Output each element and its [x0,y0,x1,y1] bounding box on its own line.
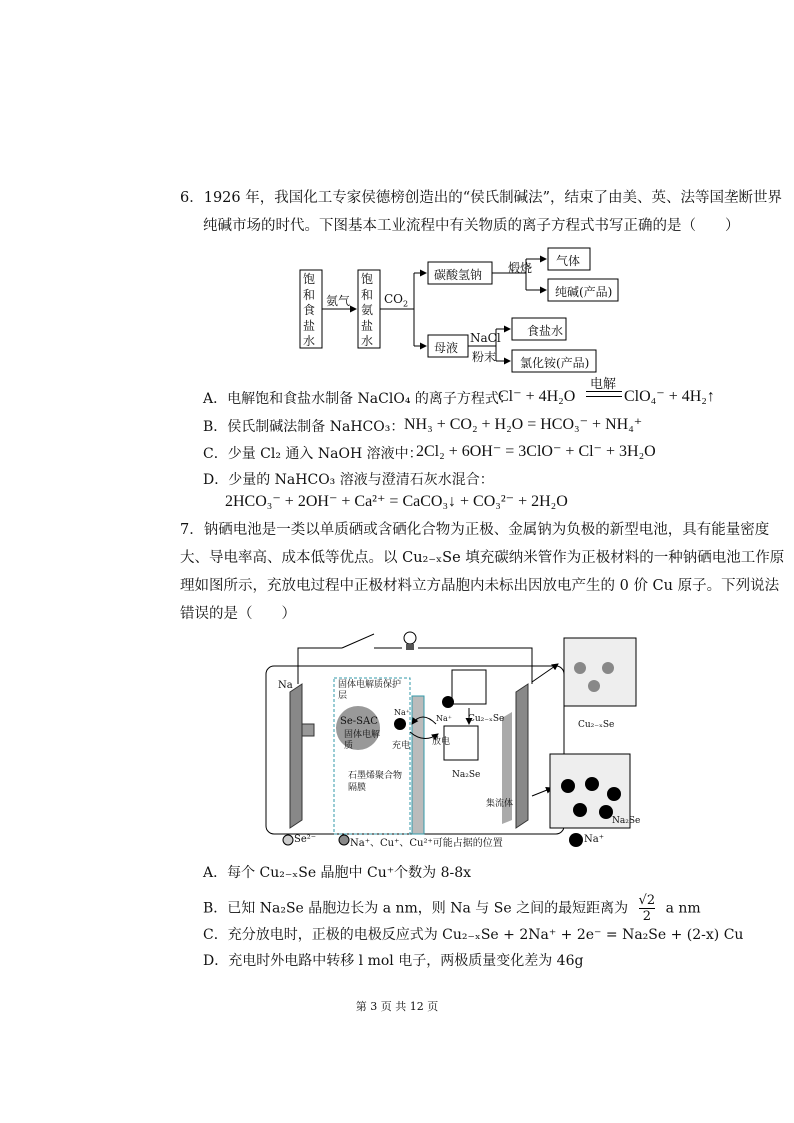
q7-option-b-denominator: 2 [642,909,651,924]
q7-option-a: A．每个 Cu₂₋ₓSe 晶胞中 Cu⁺个数为 8-8x [203,865,472,881]
q7-option-d: D．充电时外电路中转移 l mol 电子，两极质量变化差为 46g [203,953,584,969]
q6-option-a: A．电解饱和食盐水制备 NaClO₄ 的离子方程式： [203,391,513,407]
q7-option-b [203,893,701,924]
legend-se: Se²⁻ [294,834,317,845]
flow-label-nacl: NaCl [470,331,501,345]
diagram-na2se-big: Na₂Se [612,816,641,826]
q6-option-d: D．少量的 NaHCO₃ 溶液与澄清石灰水混合： [203,472,494,488]
diagram-discharge: 放电 [432,737,451,747]
diagram-cu2xse-small: Cu₂₋ₓSe [468,714,505,724]
q6-option-c-eq: 2Cl₂ + 6OH⁻ = 3ClO⁻ + Cl⁻ + 3H₂O [416,443,656,460]
diagram-charge: 充电 [392,741,411,751]
bulb-icon [404,632,416,644]
page-footer: 第 3 页 共 12 页 [355,1000,439,1013]
q6-option-a-eq-sign [586,391,622,397]
q7-stem-line1: 7．钠硒电池是一类以单质硒或含硒化合物为正极、金属钠为负极的新型电池，具有能量密度 [180,522,770,538]
diagram-na-plus-1: Na⁺ [394,708,410,717]
q6-option-a-eq-right: ClO₄⁻ + 4H₂↑ [624,388,715,405]
diagram-cu2xse-big: Cu₂₋ₓSe [578,720,615,730]
flow-box-brine: 食盐水 [527,324,564,338]
q7-stem-line3: 理如图所示，充放电过程中正极材料立方晶胞内未标出因放电产生的 0 价 Cu 原子。下列说法 [180,578,780,594]
q6-option-c: C．少量 Cl₂ 通入 NaOH 溶液中： [203,446,423,462]
q6-option-a-eq-condition: 电解 [590,377,617,392]
flow-label-calcine: 煅烧 [508,261,533,275]
flow-box-gas: 气体 [556,254,581,268]
q7-battery-diagram [262,624,652,852]
flow-box-saturated-brine: 饱和食盐水 [303,272,316,348]
q7-option-b-fraction [639,893,656,924]
flow-box-soda: 纯碱(产品) [555,285,613,299]
diagram-na-label: Na [278,680,293,691]
diagram-sesac: Se-SAC [340,716,378,727]
q7-option-b-numerator: √2 [638,893,656,908]
flow-box-ammoniated-brine: 饱和氨盐水 [361,272,374,348]
q7-stem-line4: 错误的是（ ） [180,606,296,622]
q7-option-c: C．充分放电时，正极的电极反应式为 Cu₂₋ₓSe + 2Na⁺ + 2e⁻ = Na₂Se + (2-x) Cu [203,927,744,943]
q6-option-a-eq-left: Cl⁻ + 4H₂O [498,388,576,405]
diagram-na2se-small: Na₂Se [452,770,481,780]
flow-box-mother-liquor: 母液 [434,341,459,355]
flow-box-nh4cl: 氯化铵(产品) [520,356,590,370]
q6-stem-line1: 6．1926 年，我国化工专家侯德榜创造出的“侯氏制碱法”，结束了由美、英、法等国垄断世界 [180,190,783,206]
diagram-collector: 集流体 [486,799,514,809]
diagram-graphene: 石墨烯聚合物隔膜 [348,771,403,793]
q7-option-b-unit: a nm [665,900,701,917]
q7-stem-line2: 大、导电率高、成本低等优点。以 Cu₂₋ₓSe 填充碳纳米管作为正极材料的一种钠硒电池工作原 [180,550,785,566]
diagram-na-plus-2: Na⁺ [436,714,452,723]
flow-label-powder: 粉末 [472,350,497,364]
legend-sites: Na⁺、Cu⁺、Cu²⁺可能占据的位置 [350,838,503,849]
q6-option-b-eq: NH₃ + CO₂ + H₂O = HCO₃⁻ + NH₄⁺ [404,416,643,433]
q6-stem-line2: 纯碱市场的时代。下图基本工业流程中有关物质的离子方程式书写正确的是（ ） [203,218,740,234]
diagram-protect-layer: 固体电解质保护层 [338,680,402,701]
q7-option-b-text: B．已知 Na₂Se 晶胞边长为 a nm，则 Na 与 Se 之间的最短距离为 [203,900,629,917]
legend-na: Na⁺ [584,834,604,845]
diagram-solid-electrolyte: 固体电解质 [344,730,381,751]
flow-label-ammonia: 氨气 [326,294,351,308]
flow-box-nahco3: 碳酸氢钠 [434,268,483,282]
q6-option-d-eq: 2HCO₃⁻ + 2OH⁻ + Ca²⁺ = CaCO₃↓ + CO₃²⁻ + 2H₂O [225,493,568,510]
flow-label-co2: $CO_2$ [384,292,409,309]
q6-option-b: B．侯氏制碱法制备 NaHCO₃： [203,419,405,435]
